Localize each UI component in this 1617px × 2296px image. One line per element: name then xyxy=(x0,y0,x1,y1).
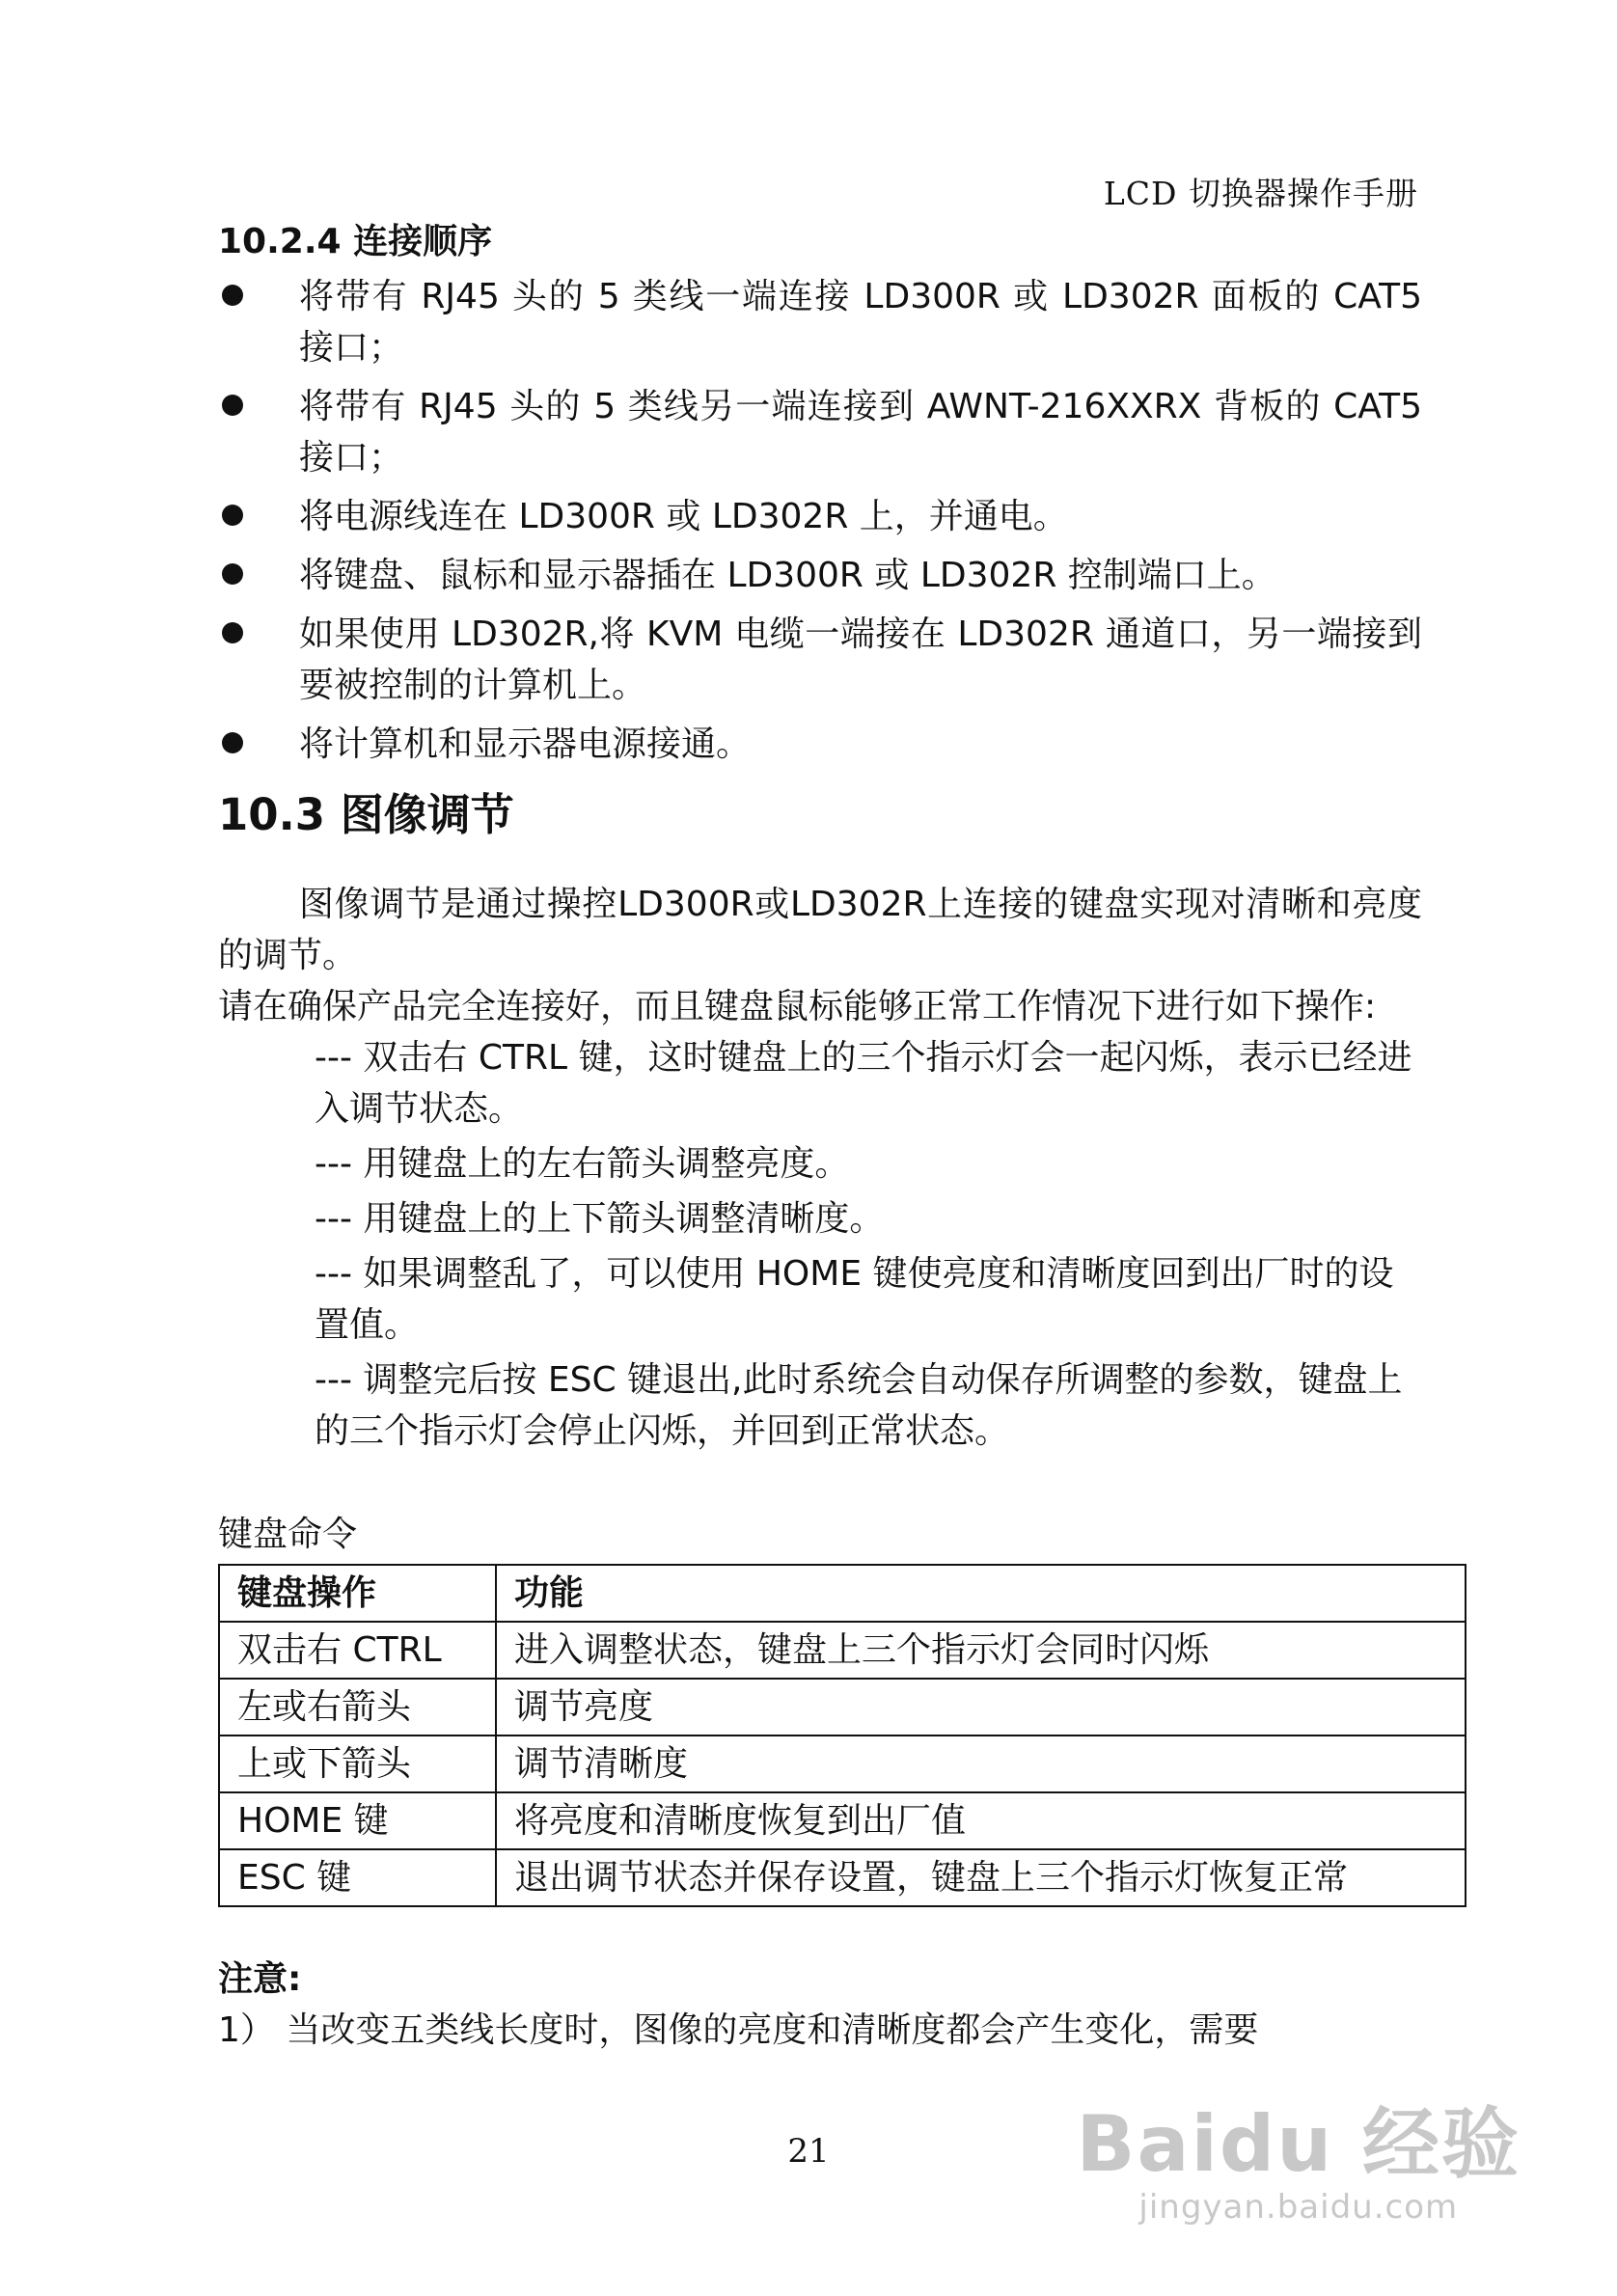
table-header-cell: 键盘操作 xyxy=(219,1565,496,1622)
table-cell: 双击右 CTRL xyxy=(219,1622,496,1679)
section-title-10-2-4: 10.2.4 连接顺序 xyxy=(218,222,493,261)
watermark-url: jingyan.baidu.com xyxy=(1138,2188,1459,2227)
table-cell: ESC 键 xyxy=(219,1849,496,1906)
list-item-text: 将计算机和显示器电源接通。 xyxy=(299,724,752,764)
step-item: --- 调整完后按 ESC 键退出,此时系统会自动保存所调整的参数，键盘上的三个指示灯会停止闪烁，并回到正常状态。 xyxy=(315,1360,1403,1451)
list-item xyxy=(218,609,1422,711)
table-row xyxy=(219,1736,1466,1792)
instruction-paragraph: 请在确保产品完全连接好，而且键盘鼠标能够正常工作情况下进行如下操作: xyxy=(218,987,1377,1026)
table-row xyxy=(219,1792,1466,1849)
list-item xyxy=(218,271,1422,373)
connection-steps-list xyxy=(218,271,1422,770)
bullet-icon xyxy=(222,622,243,643)
list-item-text: 将键盘、鼠标和显示器插在 LD300R 或 LD302R 控制端口上。 xyxy=(299,556,1276,595)
table-header-cell: 功能 xyxy=(496,1565,1466,1622)
running-header: LCD 切换器操作手册 xyxy=(1103,175,1418,212)
watermark xyxy=(1077,2101,1521,2227)
table-row xyxy=(219,1849,1466,1906)
bullet-icon xyxy=(222,732,243,753)
list-item-text: 如果使用 LD302R,将 KVM 电缆一端接在 LD302R 通道口，另一端接到要被控制的计算机上。 xyxy=(299,615,1422,705)
table-row xyxy=(219,1622,1466,1679)
list-item xyxy=(218,381,1422,483)
table-cell: 将亮度和清晰度恢复到出厂值 xyxy=(496,1792,1466,1849)
adjustment-steps xyxy=(315,1032,1422,1457)
table-row xyxy=(219,1679,1466,1736)
table-cell: 进入调整状态，键盘上三个指示灯会同时闪烁 xyxy=(496,1622,1466,1679)
table-cell: 左或右箭头 xyxy=(219,1679,496,1736)
bullet-icon xyxy=(222,395,243,416)
page-content xyxy=(218,214,1422,2056)
list-item xyxy=(218,491,1422,542)
page-number: 21 xyxy=(787,2132,830,2171)
list-item-text: 将带有 RJ45 头的 5 类线另一端连接到 AWNT-216XXRX 背板的 CAT5 接口； xyxy=(299,387,1422,478)
keyboard-commands-table xyxy=(218,1564,1466,1907)
step-item: --- 双击右 CTRL 键，这时键盘上的三个指示灯会一起闪烁，表示已经进入调节状态。 xyxy=(315,1038,1412,1129)
list-item-text: 将电源线连在 LD300R 或 LD302R 上，并通电。 xyxy=(299,497,1068,536)
step-item: --- 用键盘上的左右箭头调整亮度。 xyxy=(315,1144,850,1184)
bullet-icon xyxy=(222,505,243,526)
table-cell: 退出调节状态并保存设置，键盘上三个指示灯恢复正常 xyxy=(496,1849,1466,1906)
list-item-text: 将带有 RJ45 头的 5 类线一端连接 LD300R 或 LD302R 面板的 CAT5 接口； xyxy=(299,277,1422,368)
table-cell: HOME 键 xyxy=(219,1792,496,1849)
table-header-row xyxy=(219,1565,1466,1622)
note-line: 1） 当改变五类线长度时，图像的亮度和清晰度都会产生变化，需要 xyxy=(218,2010,1259,2050)
table-caption: 键盘命令 xyxy=(218,1515,358,1554)
watermark-logo-text: Baidu 经验 xyxy=(1076,2099,1521,2189)
note-title: 注意: xyxy=(218,1959,302,1999)
table-cell: 调节亮度 xyxy=(496,1679,1466,1736)
list-item xyxy=(218,550,1422,601)
table-cell: 上或下箭头 xyxy=(219,1736,496,1792)
step-item: --- 如果调整乱了，可以使用 HOME 键使亮度和清晰度回到出厂时的设置值。 xyxy=(315,1254,1394,1345)
bullet-icon xyxy=(222,285,243,306)
table-cell: 调节清晰度 xyxy=(496,1736,1466,1792)
intro-paragraph: 图像调节是通过操控LD300R或LD302R上连接的键盘实现对清晰和亮度的调节。 xyxy=(218,885,1422,975)
section-title-10-3: 10.3 图像调节 xyxy=(218,789,514,840)
list-item xyxy=(218,719,1422,770)
bullet-icon xyxy=(222,563,243,585)
step-item: --- 用键盘上的上下箭头调整清晰度。 xyxy=(315,1199,885,1239)
